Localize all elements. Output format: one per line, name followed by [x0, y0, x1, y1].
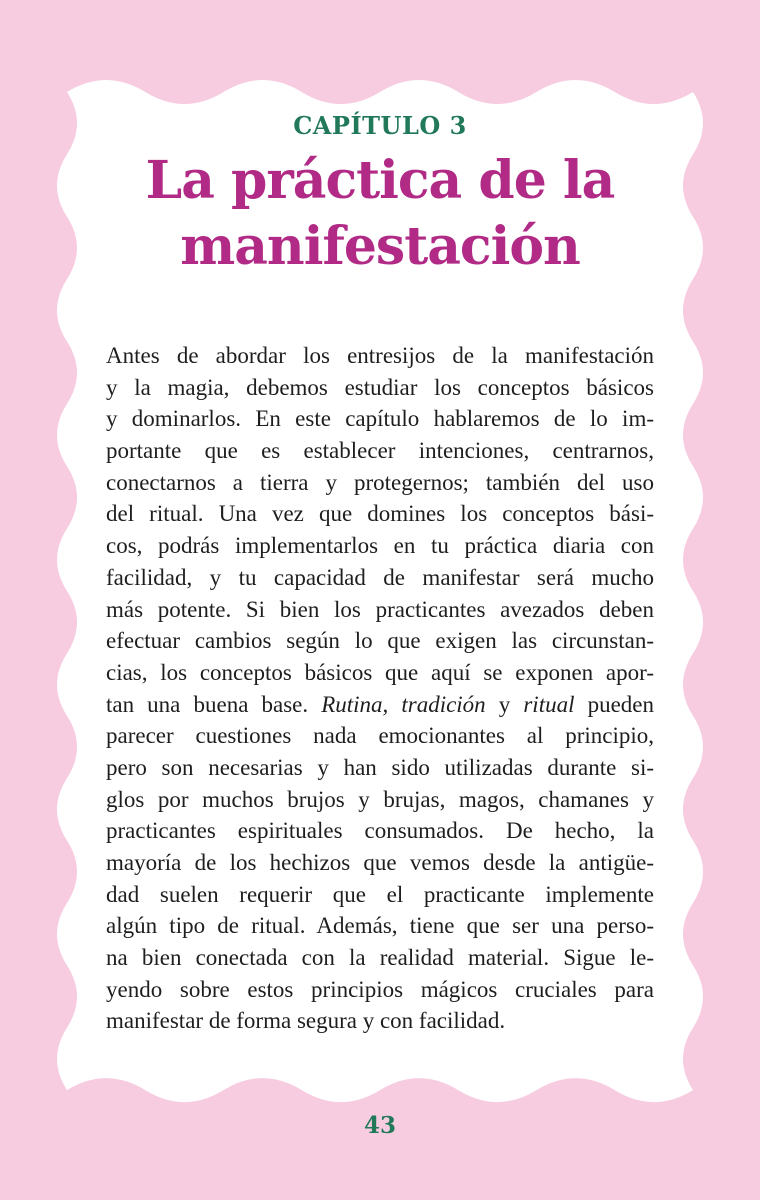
text-segment: y dominarlos. En este capítulo hablaremos de lo im- [106, 406, 654, 432]
body-line [106, 498, 654, 530]
body-line [106, 752, 654, 784]
page-number: 43 [363, 1112, 396, 1139]
body-line [106, 372, 654, 404]
text-segment: más potente. Si bien los practicantes avezados deben [106, 596, 654, 622]
text-segment: dad suelen requerir que el practicante implemente [106, 881, 654, 907]
body-line [106, 815, 654, 847]
body-text [106, 340, 654, 1037]
body-line [106, 340, 654, 372]
body-line [106, 467, 654, 499]
text-segment: y [485, 691, 524, 717]
chapter-label: CAPÍTULO 3 [293, 111, 467, 140]
body-line [106, 435, 654, 467]
body-line [106, 879, 654, 911]
text-segment: conectarnos a tierra y protegernos; también del uso [106, 469, 654, 495]
body-line [106, 657, 654, 689]
text-segment: y la magia, debemos estudiar los conceptos básicos [106, 374, 654, 400]
body-line [106, 974, 654, 1006]
body-line [106, 910, 654, 942]
text-segment: glos por muchos brujos y brujas, magos, chamanes y [106, 786, 654, 812]
text-segment: facilidad, y tu capacidad de manifestar será mucho [106, 564, 654, 590]
italic-term: Rutina, tradición [321, 691, 486, 717]
body-line [106, 689, 654, 721]
body-line [106, 784, 654, 816]
body-line [106, 942, 654, 974]
body-line [106, 530, 654, 562]
text-segment: tan una buena base. [106, 691, 322, 717]
text-segment: na bien conectada con la realidad material. Sigue le- [106, 945, 654, 971]
text-segment: Antes de abordar los entresijos de la manifestación [106, 343, 654, 368]
text-segment: del ritual. Una vez que domines los conceptos bási- [106, 501, 654, 527]
text-segment: cias, los conceptos básicos que aquí se exponen apor- [106, 659, 654, 685]
body-line [106, 1005, 654, 1037]
text-segment: cos, podrás implementarlos en tu práctica diaria con [106, 533, 654, 559]
text-segment: practicantes espirituales consumados. De hecho, la [106, 818, 654, 844]
body-line [106, 562, 654, 594]
text-segment: pero son necesarias y han sido utilizadas durante si- [106, 754, 654, 780]
body-line [106, 847, 654, 879]
body-line [106, 403, 654, 435]
body-line [106, 594, 654, 626]
text-segment: efectuar cambios según lo que exigen las circunstan- [106, 628, 654, 654]
italic-term: ritual [523, 691, 575, 717]
body-line [106, 720, 654, 752]
text-segment: manifestar de forma segura y con facilidad. [106, 1008, 506, 1034]
text-segment: portante que es establecer intenciones, centrarnos, [106, 438, 654, 464]
text-segment: parecer cuestiones nada emocionantes al principio, [106, 723, 654, 749]
text-segment: yendo sobre estos principios mágicos cruciales para [106, 976, 654, 1002]
body-line [106, 625, 654, 657]
text-segment: algún tipo de ritual. Además, tiene que ser una perso- [106, 913, 654, 939]
page-title: La práctica de la manifestación [145, 150, 615, 277]
text-segment: mayoría de los hechizos que vemos desde la antigüe- [106, 850, 654, 875]
text-segment: pueden [574, 691, 654, 717]
